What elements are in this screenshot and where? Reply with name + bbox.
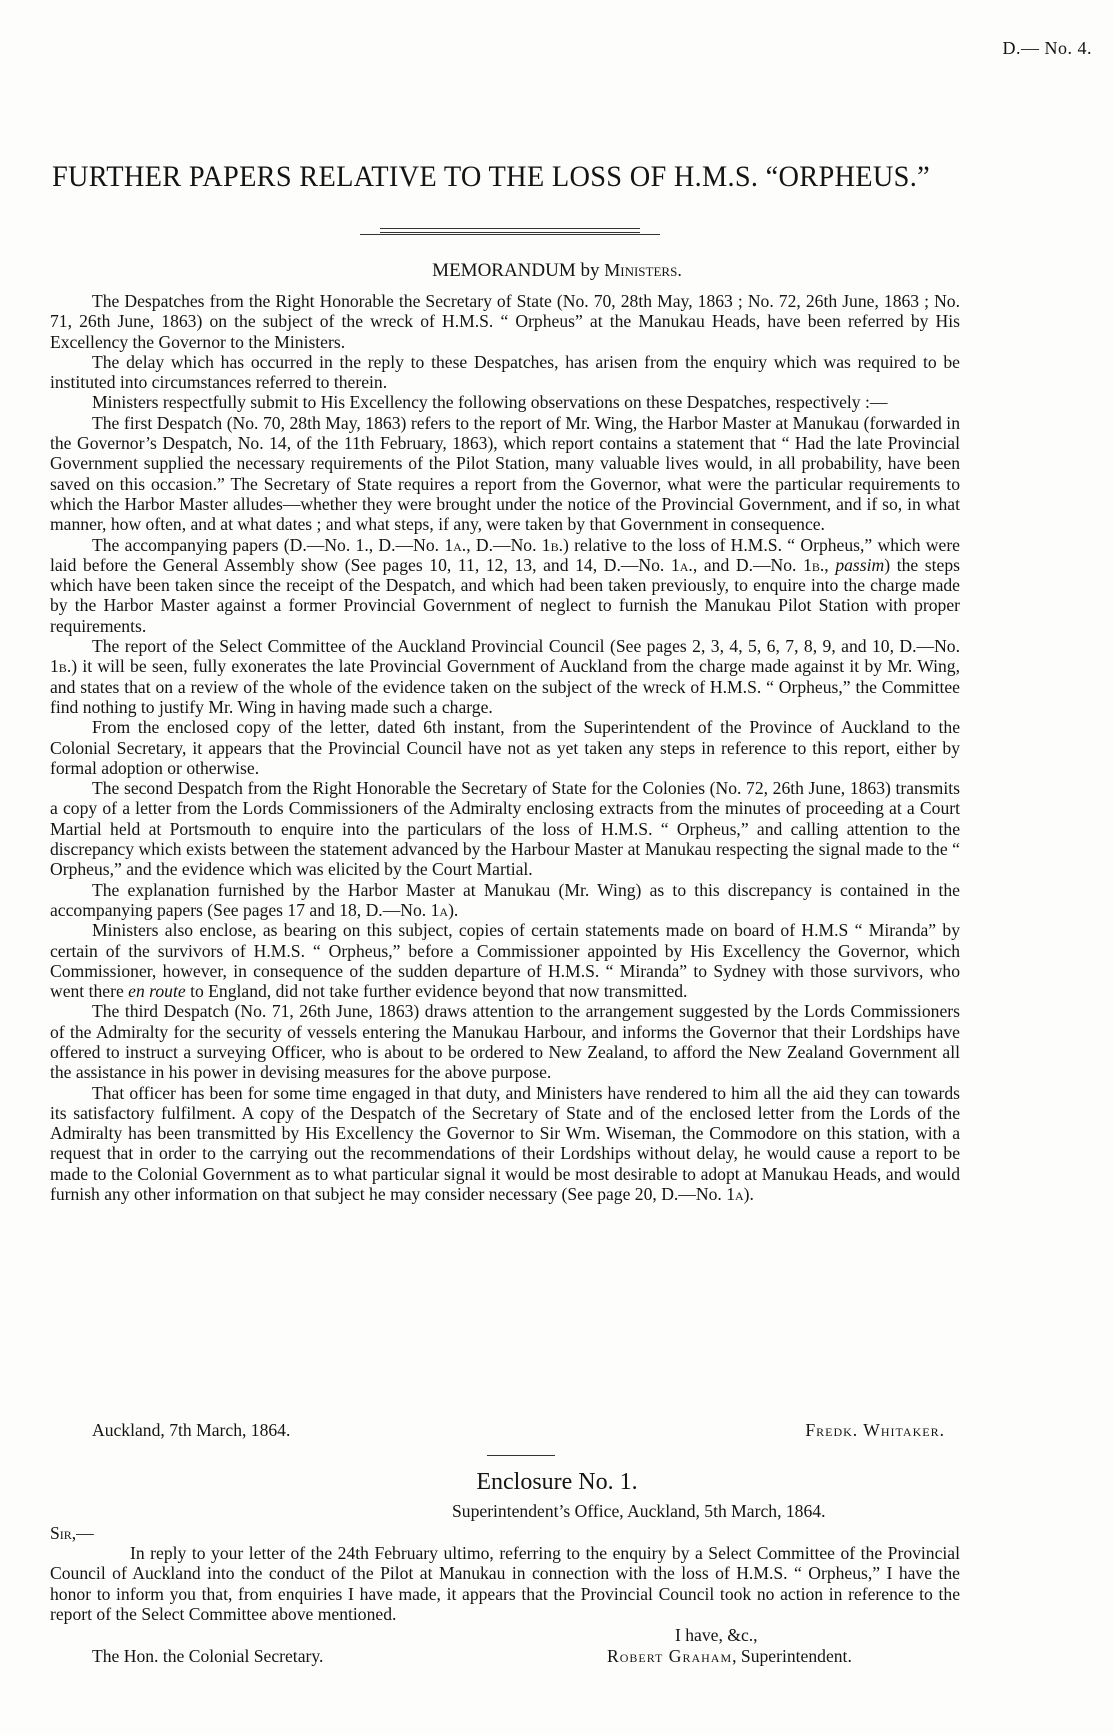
text-run: ). [448, 899, 459, 920]
enclosure-body [50, 1543, 960, 1624]
memo-paragraph-surveying-officer [50, 1083, 960, 1205]
document-reference: D.— No. 4. [1002, 38, 1092, 58]
text-run: The explanation furnished by the Harbor Master at Manukau (Mr. Wing) as to this discrepancy is contained in the accompanying papers (See pages 17 and 18, D.—No. 1 [50, 879, 960, 920]
memo-paragraph: From the enclosed copy of the letter, dated 6th instant, from the Superintendent of the Province of Auckland to the Colonial Secretary, it appears that the Provincial Council have not as yet taken any steps in reference to this report, either by formal adoption or otherwise. [50, 717, 960, 778]
enclosure-address: Superintendent’s Office, Auckland, 5th March, 1864. [452, 1501, 826, 1521]
memo-paragraph: Ministers respectfully submit to His Excellency the following observations on these Despatches, respectively :— [92, 392, 888, 413]
enclosure-closing: I have, &c., [675, 1625, 758, 1645]
enclosure-signatory-title: , Superintendent. [732, 1646, 852, 1666]
text-run: .) it will be seen, fully exonerates the late Provincial Government of Auckland from the charge made against it by Mr. Wing, and states that on a review of the whole of the evidence taken on the subject of the wreck of H.M.S. “ Orpheus,” the Committee find nothing to justify Mr. Wing in having made such a charge. [50, 656, 960, 717]
text-run: b [811, 554, 820, 575]
text-run: .) relative to the loss of H.M.S. “ Orpheus,” which were laid before the General Assembly show (See pages 10, 11, 12, 13, and 14, D.—No. 1 [50, 534, 960, 575]
enclosure-signatory [607, 1646, 852, 1667]
memorandum-signature: Fredk. Whitaker. [805, 1420, 945, 1440]
title-divider-rule-lower [360, 234, 660, 235]
memo-paragraph: The second Despatch from the Right Honorable the Secretary of State for the Colonies (No. 72, 26th June, 1863) transmits a copy of a letter from the Lords Commissioners of the Admiralty enclosing extracts from the minutes of proceeding at a Court Martial held at Portsmouth to enquire into the particulars of the loss of H.M.S. “ Orpheus,” and calling attention to the discrepancy which exists between the statement advanced by the Harbour Master at Manukau respecting the signal made to the “ Orpheus,” and the evidence which was elicited by the Court Martial. [50, 778, 960, 880]
text-run: ). [743, 1184, 754, 1205]
text-run: a [735, 1184, 744, 1205]
memorandum-body [50, 291, 960, 1204]
text-run: to England, did not take further evidence beyond that now transmitted. [185, 981, 688, 1002]
text-run: a [679, 554, 689, 575]
section-divider-rule [487, 1455, 555, 1456]
text-run: passim [835, 554, 885, 575]
enclosure-salutation: Sir,— [50, 1523, 94, 1543]
memo-paragraph-accompanying-papers [50, 535, 960, 636]
text-run: The accompanying papers (D.—No. 1., D.—No. 1 [92, 534, 454, 555]
text-run: That officer has been for some time engaged in that duty, and Ministers have rendered to him all the aid they can towards its satisfactory fulfilment. A copy of the Despatch of the Secretary of State and of the enclosed letter from the Lords of the Admiralty has been transmitted by His Excellency the Governor to Sir Wm. Wiseman, the Commodore on this station, with a request that in order to the carrying out the recommendations of their Lordships without delay, he would cause a report to be made to the Colonial Government as to what particular signal it would be most desirable to adopt at Manukau Heads, and would furnish any other information on that subject he may consider necessary (See page 20, D.—No. 1 [50, 1082, 960, 1205]
text-run: b [58, 656, 67, 677]
memorandum-place-date: Auckland, 7th March, 1864. [92, 1420, 291, 1440]
text-run: en route [128, 981, 186, 1002]
memorandum-heading-author: Ministers. [604, 260, 682, 280]
enclosure-signatory-name: Robert Graham [607, 1646, 733, 1666]
text-run: Ministers also enclose, as bearing on this subject, copies of certain statements made on board of H.M.S “ Miranda” by certain of the survivors of H.M.S. “ Orpheus,” before a Commissioner appointed by His Excellency the Governor, which Commissioner, however, in consequence of the sudden departure of H.M.S. “ Miranda” to Sydney with those survivors, who went there [50, 920, 960, 1002]
memorandum-heading [0, 260, 1114, 282]
memo-paragraph: The delay which has occurred in the reply to these Despatches, has arisen from the enquiry which was required to be instituted into circumstances referred to therein. [50, 351, 960, 393]
text-run: The report of the Select Committee of the Auckland Provincial Council (See pages 2, 3, 4, 5, 6, 7, 8, 9, and 10, D.—No. 1 [50, 636, 960, 677]
memo-paragraph-explanation [50, 880, 960, 921]
memo-paragraph-miranda [50, 920, 960, 1001]
enclosure-title: Enclosure No. 1. [476, 1469, 638, 1495]
text-run: a [453, 534, 462, 555]
memo-paragraph: The third Despatch (No. 71, 26th June, 1863) draws attention to the arrangement suggested by the Lords Commissioners of the Admiralty for the security of vessels entering the Manukau Harbour, and informs the Governor that their Lordships have offered to instruct a surveying Officer, who is about to be ordered to New Zealand, to afford the New Zealand Government all the assistance in his power in devising measures for the above purpose. [50, 1001, 960, 1083]
text-run: ., and D.—No. 1 [688, 554, 812, 575]
memo-paragraph-select-committee [50, 636, 960, 717]
enclosure-paragraph: In reply to your letter of the 24th February ultimo, referring to the enquiry by a Select Committee of the Provincial Council of Auckland into the conduct of the Pilot at Manukau in connection with the loss of H.M.S. “ Orpheus,” I have the honor to inform you that, from enquiries I have made, it appears that the Provincial Council took no action in reference to the report of the Select Committee above mentioned. [50, 1543, 960, 1624]
memo-paragraph: The Despatches from the Right Honorable the Secretary of State (No. 70, 28th May, 1863 ; No. 72, 26th June, 1863 ; No. 71, 26th June, 1863) on the subject of the wreck of H.M.S. “ Orpheus” at the Manukau Heads, have been referred by His Excellency the Governor to the Ministers. [50, 291, 960, 352]
title-divider-rule [380, 228, 640, 233]
memo-paragraph: The first Despatch (No. 70, 28th May, 1863) refers to the report of Mr. Wing, the Harbor Master at Manukau (forwarded in the Governor’s Despatch, No. 14, of the 11th February, 1863), which report contains a statement that “ Had the late Provincial Government supplied the necessary requirements of the Pilot Station, many valuable lives would, in all probability, have been saved on this occasion.” The Secretary of State requires a report from the Governor, what were the particular requirements to which the Harbor Master alludes—whether they were brought under the notice of the Provincial Government, and if so, in what manner, how often, and at what dates ; and what steps, if any, were taken by that Government in consequence. [50, 412, 960, 535]
document-title: FURTHER PAPERS RELATIVE TO THE LOSS OF H.M.S. “ORPHEUS.” [52, 160, 930, 193]
text-run: b [550, 534, 559, 555]
text-run: ., [819, 554, 836, 575]
memorandum-heading-label: MEMORANDUM by [432, 260, 600, 281]
enclosure-addressee: The Hon. the Colonial Secretary. [92, 1646, 324, 1666]
text-run: a [439, 899, 449, 920]
text-run: ., D.—No. 1 [461, 534, 551, 555]
text-run: ) the steps which have been taken since the receipt of the Despatch, and which had been taken previously, to enquire into the charge made by the Harbor Master against a former Provincial Government of neglect to furnish the Manukau Pilot Station with proper requirements. [50, 554, 960, 636]
